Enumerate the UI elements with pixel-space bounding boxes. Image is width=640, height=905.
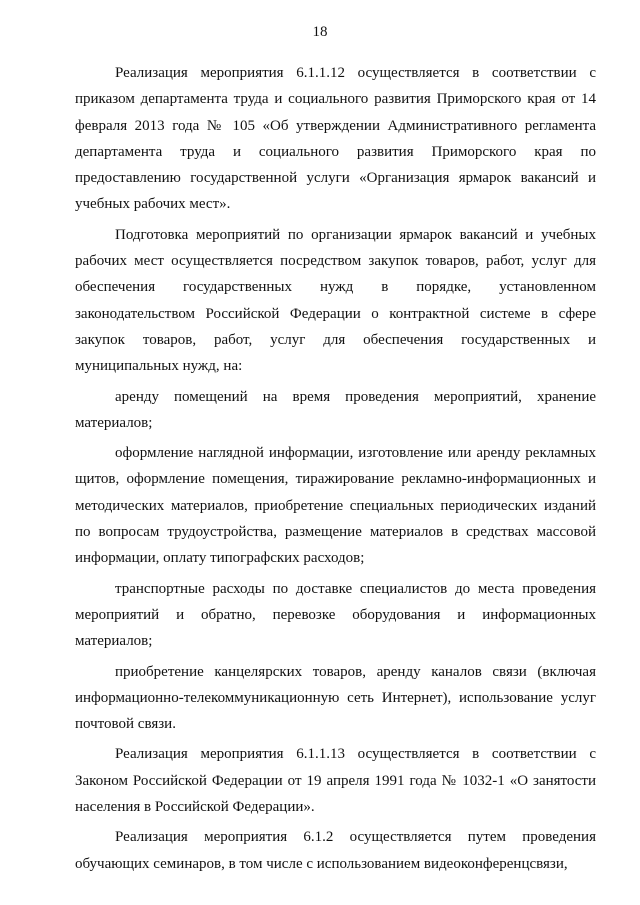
document-body [75,60,596,877]
list-item-transport-expenses: транспортные расходы по доставке специалистов до места проведения мероприятий и обратно, перевозке оборудования и информационных материалов; [75,580,596,650]
list-item-visual-information: оформление наглядной информации, изготовление или аренду рекламных щитов, оформление помещения, тиражирование рекламно-информационных и методических материалов, приобретение специальных периодических изданий по вопросам трудоустройства, размещение материалов в средствах массовой информации, оплату типографских расходов; [75,445,596,567]
paragraph-measure-6-1-1-12: Реализация мероприятия 6.1.1.12 осуществляется в соответствии с приказом департамента труда и социального развития Приморского края от 14 февраля 2013 года № 105 «Об утверждении Административного регламента департамента труда и социального развития Приморского края по предоставлению государственной услуги «Организация ярмарок вакансий и учебных рабочих мест». [75,65,596,213]
paragraph-measure-6-1-2: Реализация мероприятия 6.1.2 осуществляется путем проведения обучающих семинаров, в том числе с использованием видеоконференцсвязи, [75,829,596,872]
list-item-premises-rent: аренду помещений на время проведения мероприятий, хранение материалов; [75,388,596,431]
paragraph-measure-6-1-1-13: Реализация мероприятия 6.1.1.13 осуществляется в соответствии с Законом Российской Федерации от 19 апреля 1991 года № 1032-1 «О занятости населения в Российской Федерации». [75,746,596,816]
paragraph-fair-preparation: Подготовка мероприятий по организации ярмарок вакансий и учебных рабочих мест осуществляется посредством закупок товаров, работ, услуг для обеспечения государственных нужд в порядке, установленном законодательством Российской Федерации о контрактной системе в сфере закупок товаров, работ, услуг для обеспечения государственных и муниципальных нужд, на: [75,226,596,375]
page-number: 18 [312,24,328,40]
list-item-stationery-communications: приобретение канцелярских товаров, аренду каналов связи (включая информационно-телекоммуникационную сеть Интернет), использование услуг почтовой связи. [75,663,596,733]
